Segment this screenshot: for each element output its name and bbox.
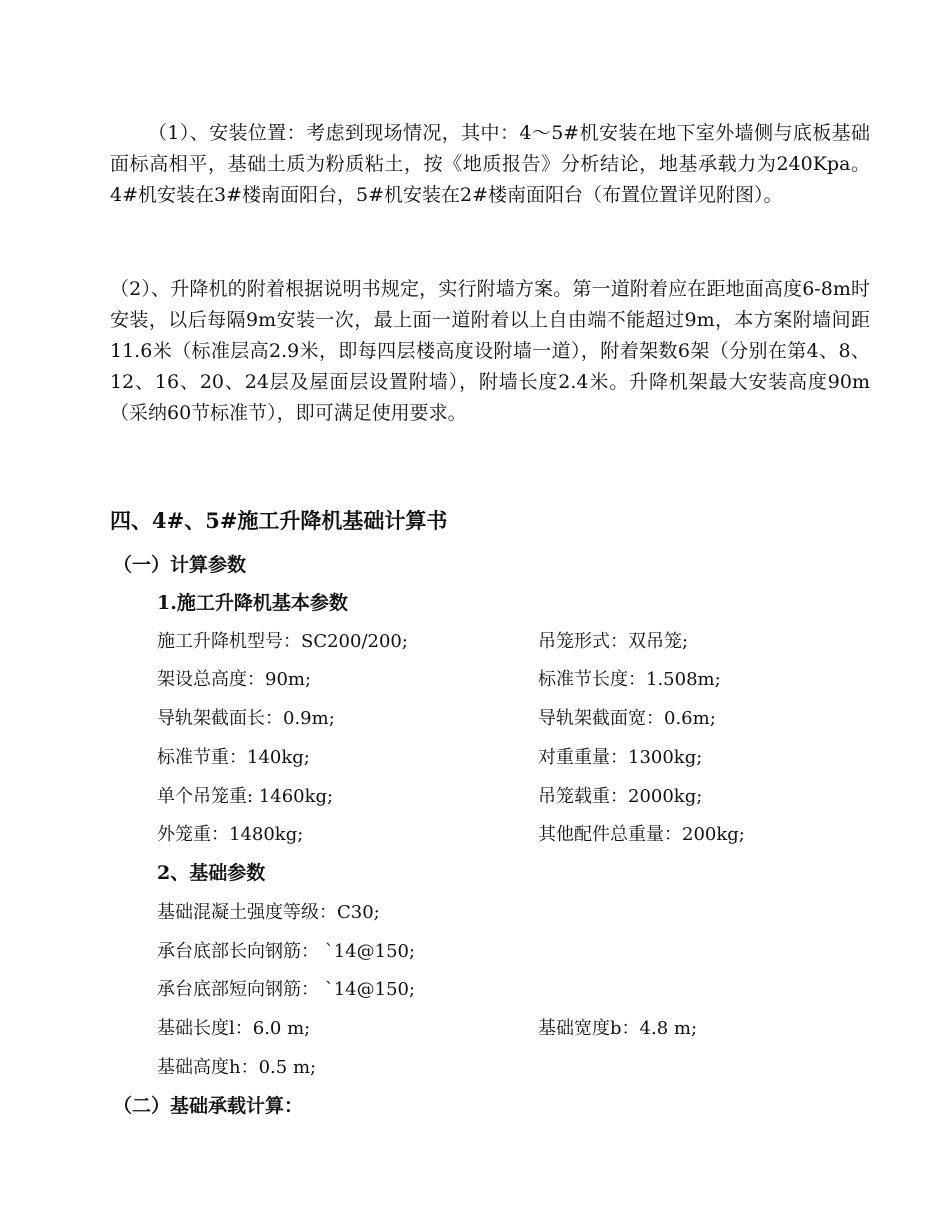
param-left: 单个吊笼重: 1460kg; — [157, 786, 334, 807]
param-right: 基础宽度b：4.8 m; — [538, 1018, 698, 1039]
param-left: 架设总高度：90m; — [157, 669, 312, 690]
param-row — [157, 1014, 877, 1046]
param-row — [157, 743, 877, 775]
param-left: 施工升降机型号：SC200/200; — [157, 631, 408, 652]
param-left: 标准节重：140kg; — [157, 747, 310, 768]
param-row — [157, 627, 877, 659]
subsection-foundation-bearing-calculation: （二）基础承载计算： — [113, 1095, 304, 1117]
paragraph-wall-attachment: （2）、升降机的附着根据说明书规定，实行附墙方案。第一道附着应在距地面高度6-8m时安装，以后每隔9m安装一次，最上面一道附着以上自由端不能超过9m，本方案附墙间距11.6米（标准层高2.9米，即每四层楼高度设附墙一道），附着架数6架（分别在第4、8、12、16、20、24层及屋面层设置附墙），附墙长度2.4米。升降机架最大安装高度90m（采纳60节标准节），即可满足使用要求。 — [110, 278, 870, 424]
param-left: 导轨架截面长：0.9m; — [157, 708, 335, 729]
param-row — [157, 975, 877, 1007]
param-right: 对重重量：1300kg; — [538, 747, 703, 768]
param-right: 标准节长度：1.508m; — [538, 669, 721, 690]
group-title-foundation-parameters: 2、基础参数 — [157, 862, 266, 884]
param-row — [157, 937, 877, 969]
group-title-basic-parameters: 1.施工升降机基本参数 — [157, 592, 348, 614]
param-left: 基础高度h：0.5 m; — [157, 1057, 317, 1078]
param-row — [157, 704, 877, 736]
param-right: 吊笼形式：双吊笼; — [538, 631, 689, 652]
param-left: 承台底部短向钢筋： `14@150; — [157, 979, 416, 1000]
param-left: 承台底部长向钢筋： `14@150; — [157, 941, 416, 962]
param-right: 其他配件总重量：200kg; — [538, 824, 745, 845]
section-title: 四、4#、5#施工升降机基础计算书 — [110, 508, 448, 533]
param-row — [157, 820, 877, 852]
subsection-calculation-parameters: （一）计算参数 — [113, 554, 247, 576]
param-right: 吊笼载重：2000kg; — [538, 786, 703, 807]
param-row — [157, 665, 877, 697]
paragraph-installation-location: （1）、安装位置：考虑到现场情况，其中：4～5#机安装在地下室外墙侧与底板基础面标高相平，基础土质为粉质粘土，按《地质报告》分析结论，地基承载力为240Kpa。4#机安装在3#楼南面阳台，5#机安装在2#楼南面阳台（布置位置详见附图）。 — [110, 122, 870, 206]
param-right: 导轨架截面宽：0.6m; — [538, 708, 716, 729]
param-left: 基础长度l：6.0 m; — [157, 1018, 311, 1039]
param-row — [157, 1053, 877, 1085]
param-left: 外笼重：1480kg; — [157, 824, 304, 845]
param-row — [157, 898, 877, 930]
param-left: 基础混凝土强度等级：C30; — [157, 902, 380, 923]
param-row — [157, 782, 877, 814]
